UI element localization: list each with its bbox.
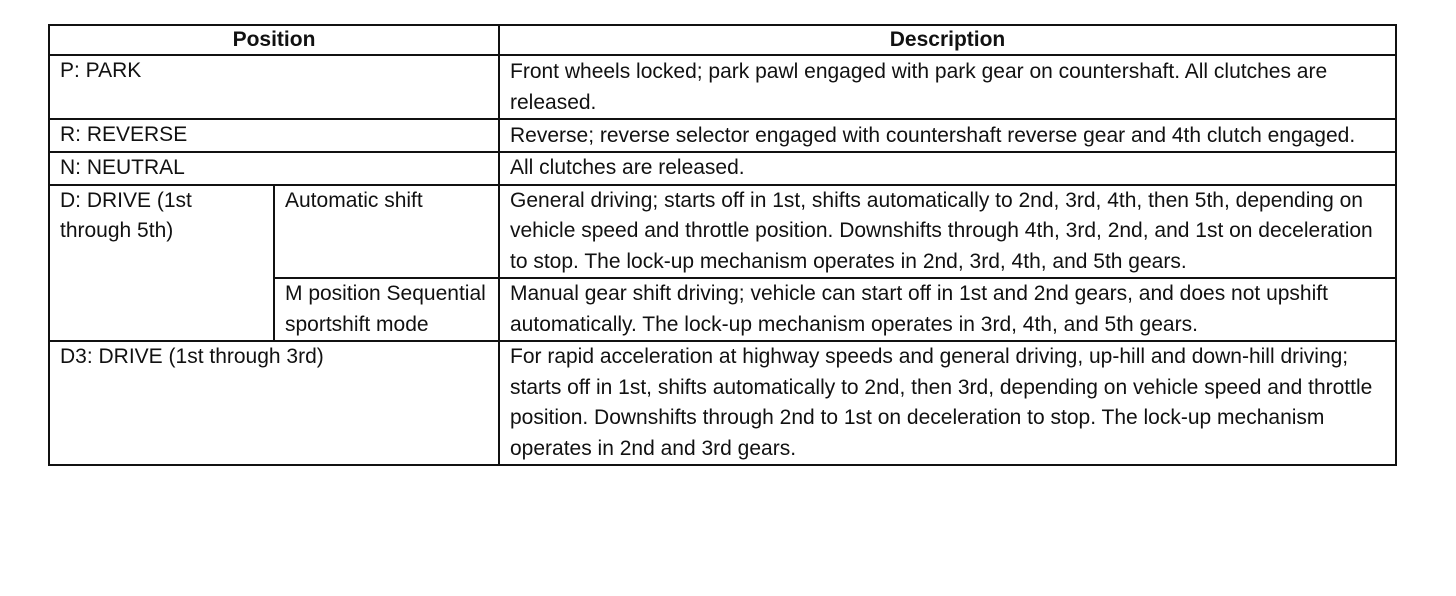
gear-position-table: [48, 24, 1397, 466]
table-row: [49, 152, 1396, 185]
description-cell: Front wheels locked; park pawl engaged with park gear on countershaft. All clutches are released.: [499, 55, 1396, 119]
table-row: [49, 341, 1396, 465]
description-cell: For rapid acceleration at highway speeds and general driving, up-hill and down-hill driving; starts off in 1st, shifts automatically to 2nd, then 3rd, depending on vehicle speed and throttle position. Downshifts through 2nd to 1st on deceleration to stop. The lock-up mechanism operates in 2nd and 3rd gears.: [499, 341, 1396, 465]
position-cell: N: NEUTRAL: [49, 152, 499, 185]
description-cell: Reverse; reverse selector engaged with countershaft reverse gear and 4th clutch engaged.: [499, 119, 1396, 152]
mode-cell: M position Sequential sportshift mode: [274, 278, 499, 341]
description-cell: General driving; starts off in 1st, shifts automatically to 2nd, 3rd, 4th, then 5th, depending on vehicle speed and throttle position. Downshifts through 4th, 3rd, 2nd, and 1st on deceleration to stop. The lock-up mechanism operates in 2nd, 3rd, 4th, and 5th gears.: [499, 185, 1396, 279]
position-cell: D3: DRIVE (1st through 3rd): [49, 341, 499, 465]
description-cell: Manual gear shift driving; vehicle can start off in 1st and 2nd gears, and does not upshift automatically. The lock-up mechanism operates in 3rd, 4th, and 5th gears.: [499, 278, 1396, 341]
table-row: [49, 55, 1396, 119]
position-cell: R: REVERSE: [49, 119, 499, 152]
table-header-row: [49, 25, 1396, 55]
description-cell: All clutches are released.: [499, 152, 1396, 185]
table-row: [49, 119, 1396, 152]
column-header-position: Position: [49, 25, 499, 55]
position-cell: D: DRIVE (1st through 5th): [49, 185, 274, 342]
position-cell: P: PARK: [49, 55, 499, 119]
table-row: [49, 185, 1396, 279]
column-header-description: Description: [499, 25, 1396, 55]
mode-cell: Automatic shift: [274, 185, 499, 279]
